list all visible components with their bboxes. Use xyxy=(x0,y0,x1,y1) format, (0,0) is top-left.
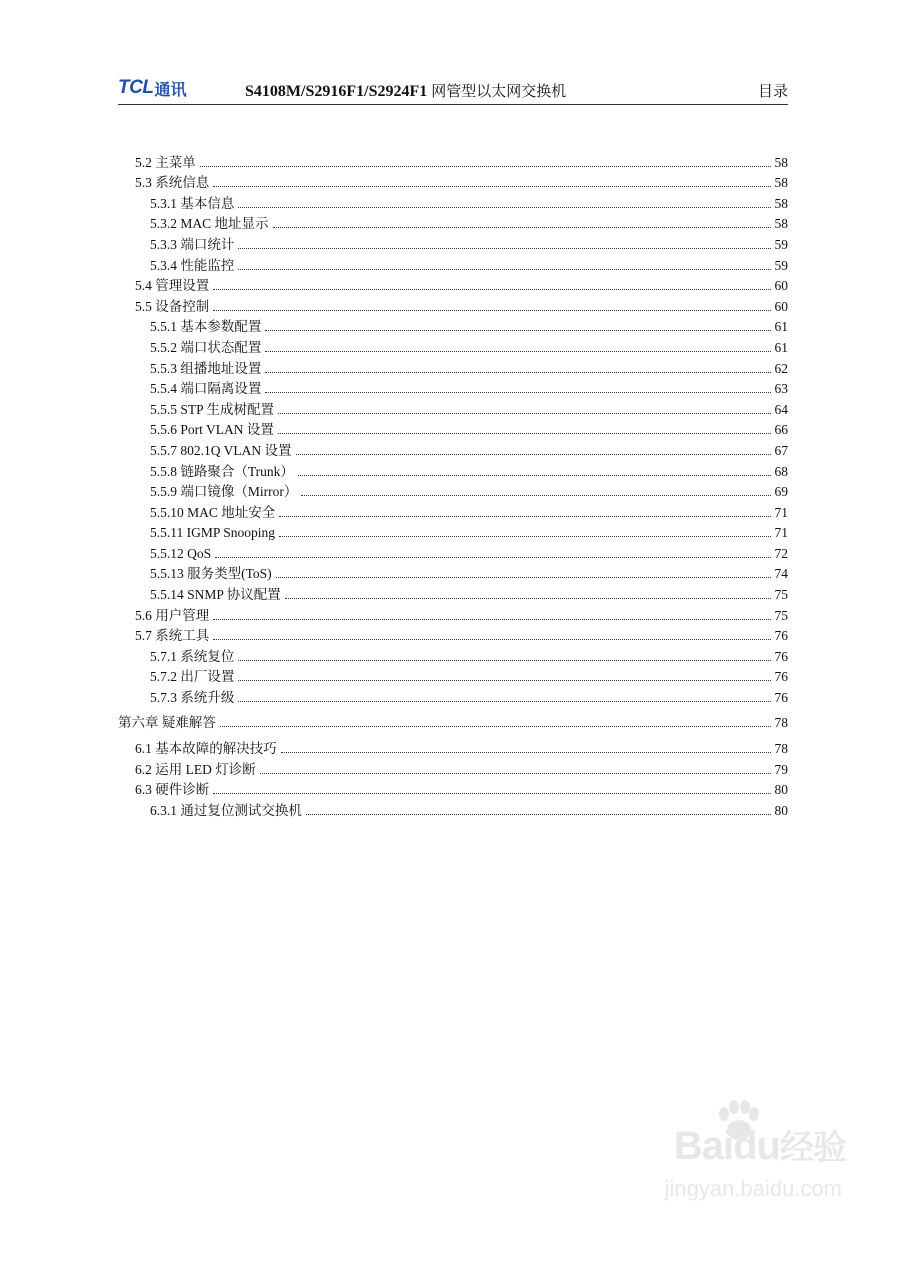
toc-entry-label: 5.7.2 出厂设置 xyxy=(150,665,236,685)
toc-dot-leader xyxy=(281,752,771,753)
toc-entry-label: 5.5.9 端口镜像（Mirror） xyxy=(150,480,299,500)
toc-dot-leader xyxy=(265,330,770,331)
document-title-cn: 网管型以太网交换机 xyxy=(431,82,567,100)
toc-entry[interactable] xyxy=(118,710,788,731)
document-title-model: S4108M/S2916F1/S2924F1 xyxy=(245,83,428,100)
toc-entry[interactable] xyxy=(118,356,788,377)
toc-entry-label: 6.3 硬件诊断 xyxy=(135,778,211,798)
toc-entry[interactable] xyxy=(118,541,788,562)
toc-entry-page: 76 xyxy=(774,628,788,644)
toc-entry[interactable] xyxy=(118,582,788,603)
toc-entry-page: 71 xyxy=(774,525,788,541)
toc-entry-page: 64 xyxy=(774,401,788,417)
toc-entry-page: 66 xyxy=(774,422,788,438)
toc-entry-label: 5.5.4 端口隔离设置 xyxy=(150,377,263,397)
toc-entry[interactable] xyxy=(118,562,788,583)
toc-entry-label: 5.3.1 基本信息 xyxy=(150,192,236,212)
toc-entry-page: 58 xyxy=(774,175,788,191)
toc-dot-leader xyxy=(298,475,771,476)
toc-dot-leader xyxy=(265,351,770,352)
document-title xyxy=(245,80,566,101)
toc-entry[interactable] xyxy=(118,150,788,171)
toc-entry-label: 6.2 运用 LED 灯诊断 xyxy=(135,758,258,778)
toc-dot-leader xyxy=(215,557,770,558)
toc-entry[interactable] xyxy=(118,212,788,233)
watermark-brand-cn: 经验 xyxy=(780,1128,846,1168)
toc-dot-leader xyxy=(278,433,771,434)
toc-entry-page: 59 xyxy=(774,236,788,252)
logo-tcl-text: TCL xyxy=(118,77,154,98)
toc-entry-page: 58 xyxy=(774,216,788,232)
toc-entry-label: 5.5.11 IGMP Snooping xyxy=(150,525,276,541)
toc-entry-page: 76 xyxy=(774,648,788,664)
toc-entry-page: 58 xyxy=(774,154,788,170)
toc-entry-page: 71 xyxy=(774,504,788,520)
toc-entry[interactable] xyxy=(118,171,788,192)
toc-entry-label: 5.5.12 QoS xyxy=(150,545,212,561)
toc-entry[interactable] xyxy=(118,232,788,253)
toc-entry-page: 78 xyxy=(774,714,788,730)
toc-entry-label: 6.1 基本故障的解决技巧 xyxy=(135,737,279,757)
watermark-url: jingyan.baidu.com xyxy=(664,1176,842,1201)
toc-entry[interactable] xyxy=(118,253,788,274)
toc-entry-page: 58 xyxy=(774,195,788,211)
toc-dot-leader xyxy=(273,227,771,228)
toc-entry-page: 61 xyxy=(774,319,788,335)
toc-entry-label: 5.3 系统信息 xyxy=(135,171,211,191)
toc-entry-page: 61 xyxy=(774,339,788,355)
toc-entry[interactable] xyxy=(118,737,788,758)
watermark-brand-bai: Bai xyxy=(673,1124,734,1168)
toc-dot-leader xyxy=(238,660,770,661)
toc-entry-page: 60 xyxy=(774,298,788,314)
toc-dot-leader xyxy=(213,310,770,311)
toc-entry[interactable] xyxy=(118,377,788,398)
toc-entry-page: 78 xyxy=(774,741,788,757)
toc-entry[interactable] xyxy=(118,274,788,295)
watermark-brand xyxy=(674,1120,846,1169)
toc-dot-leader xyxy=(306,814,771,815)
toc-entry-label: 5.6 用户管理 xyxy=(135,604,211,624)
toc-entry-label: 5.7.1 系统复位 xyxy=(150,645,236,665)
toc-entry-label: 5.5.5 STP 生成树配置 xyxy=(150,398,276,418)
toc-entry-label: 5.5.3 组播地址设置 xyxy=(150,357,263,377)
toc-dot-leader xyxy=(220,726,771,727)
toc-dot-leader xyxy=(296,454,771,455)
toc-entry[interactable] xyxy=(118,335,788,356)
toc-entry-label: 5.2 主菜单 xyxy=(135,151,198,171)
toc-entry-label: 5.5.14 SNMP 协议配置 xyxy=(150,583,283,603)
page-header xyxy=(118,76,788,105)
toc-entry[interactable] xyxy=(118,438,788,459)
toc-entry-label: 5.5.6 Port VLAN 设置 xyxy=(150,418,276,438)
toc-entry-label: 5.5.7 802.1Q VLAN 设置 xyxy=(150,439,294,459)
logo-cn-text: 通讯 xyxy=(154,79,187,99)
toc-dot-leader xyxy=(276,577,771,578)
toc-entry-page: 80 xyxy=(774,803,788,818)
toc-dot-leader xyxy=(279,516,770,517)
toc-dot-leader xyxy=(301,495,770,496)
toc-entry[interactable] xyxy=(118,459,788,480)
toc-entry[interactable] xyxy=(118,624,788,645)
header-section-label: 目录 xyxy=(757,82,788,100)
toc-entry[interactable] xyxy=(118,778,788,799)
toc-entry-label: 5.5.2 端口状态配置 xyxy=(150,336,263,356)
toc-entry-page: 67 xyxy=(774,442,788,458)
toc-entry-page: 76 xyxy=(774,690,788,706)
table-of-contents xyxy=(118,150,788,819)
toc-entry[interactable] xyxy=(118,418,788,439)
watermark-brand-du: du xyxy=(733,1124,780,1168)
toc-entry[interactable] xyxy=(118,397,788,418)
toc-entry-page: 59 xyxy=(774,257,788,273)
toc-entry-page: 76 xyxy=(774,669,788,685)
toc-entry[interactable] xyxy=(118,521,788,542)
toc-entry-page: 62 xyxy=(774,360,788,376)
toc-dot-leader xyxy=(238,207,770,208)
toc-entry-label: 5.4 管理设置 xyxy=(135,274,211,294)
baidu-jingyan-watermark xyxy=(636,1100,846,1220)
toc-entry-page: 63 xyxy=(774,381,788,397)
toc-dot-leader xyxy=(238,248,770,249)
toc-dot-leader xyxy=(213,639,770,640)
toc-entry-label: 5.7 系统工具 xyxy=(135,624,211,644)
toc-dot-leader xyxy=(278,413,770,414)
toc-entry[interactable] xyxy=(118,644,788,665)
toc-entry-page: 68 xyxy=(774,463,788,479)
toc-dot-leader xyxy=(213,289,770,290)
toc-entry-label: 5.3.3 端口统计 xyxy=(150,233,236,253)
toc-entry-page: 74 xyxy=(774,566,788,582)
tcl-logo xyxy=(118,78,186,98)
toc-dot-leader xyxy=(238,269,770,270)
toc-entry-label: 5.5 设备控制 xyxy=(135,295,211,315)
toc-entry-page: 79 xyxy=(774,761,788,777)
toc-entry-page: 75 xyxy=(774,607,788,623)
toc-dot-leader xyxy=(279,536,770,537)
toc-dot-leader xyxy=(285,598,771,599)
toc-entry-label: 5.7.3 系统升级 xyxy=(150,686,236,706)
toc-dot-leader xyxy=(265,372,770,373)
toc-entry-label: 5.5.13 服务类型(ToS) xyxy=(150,562,274,582)
toc-entry[interactable] xyxy=(118,294,788,315)
toc-entry-label: 6.3.1 通过复位测试交换机 xyxy=(150,799,304,819)
toc-dot-leader xyxy=(200,166,771,167)
toc-entry-page: 72 xyxy=(774,545,788,561)
toc-entry[interactable] xyxy=(118,191,788,212)
toc-entry-page: 69 xyxy=(774,484,788,500)
toc-entry[interactable] xyxy=(118,480,788,501)
toc-entry[interactable] xyxy=(118,603,788,624)
toc-dot-leader xyxy=(260,773,771,774)
toc-entry[interactable] xyxy=(118,798,788,819)
toc-dot-leader xyxy=(238,701,770,702)
toc-entry[interactable] xyxy=(118,665,788,686)
toc-entry-page: 75 xyxy=(774,587,788,603)
toc-entry-label: 5.5.8 链路聚合（Trunk） xyxy=(150,460,296,480)
toc-entry-label: 5.3.2 MAC 地址显示 xyxy=(150,212,271,232)
toc-dot-leader xyxy=(265,392,770,393)
toc-entry[interactable] xyxy=(118,757,788,778)
toc-dot-leader xyxy=(213,793,770,794)
toc-entry-page: 80 xyxy=(774,782,788,798)
toc-entry[interactable] xyxy=(118,685,788,706)
toc-dot-leader xyxy=(213,619,770,620)
toc-entry-label: 第六章 疑难解答 xyxy=(118,711,218,731)
toc-dot-leader xyxy=(238,680,770,681)
toc-entry[interactable] xyxy=(118,315,788,336)
toc-entry-label: 5.5.10 MAC 地址安全 xyxy=(150,501,277,521)
toc-dot-leader xyxy=(213,186,770,187)
toc-entry-label: 5.5.1 基本参数配置 xyxy=(150,315,263,335)
toc-entry-page: 60 xyxy=(774,278,788,294)
toc-entry[interactable] xyxy=(118,500,788,521)
toc-entry-label: 5.3.4 性能监控 xyxy=(150,254,236,274)
